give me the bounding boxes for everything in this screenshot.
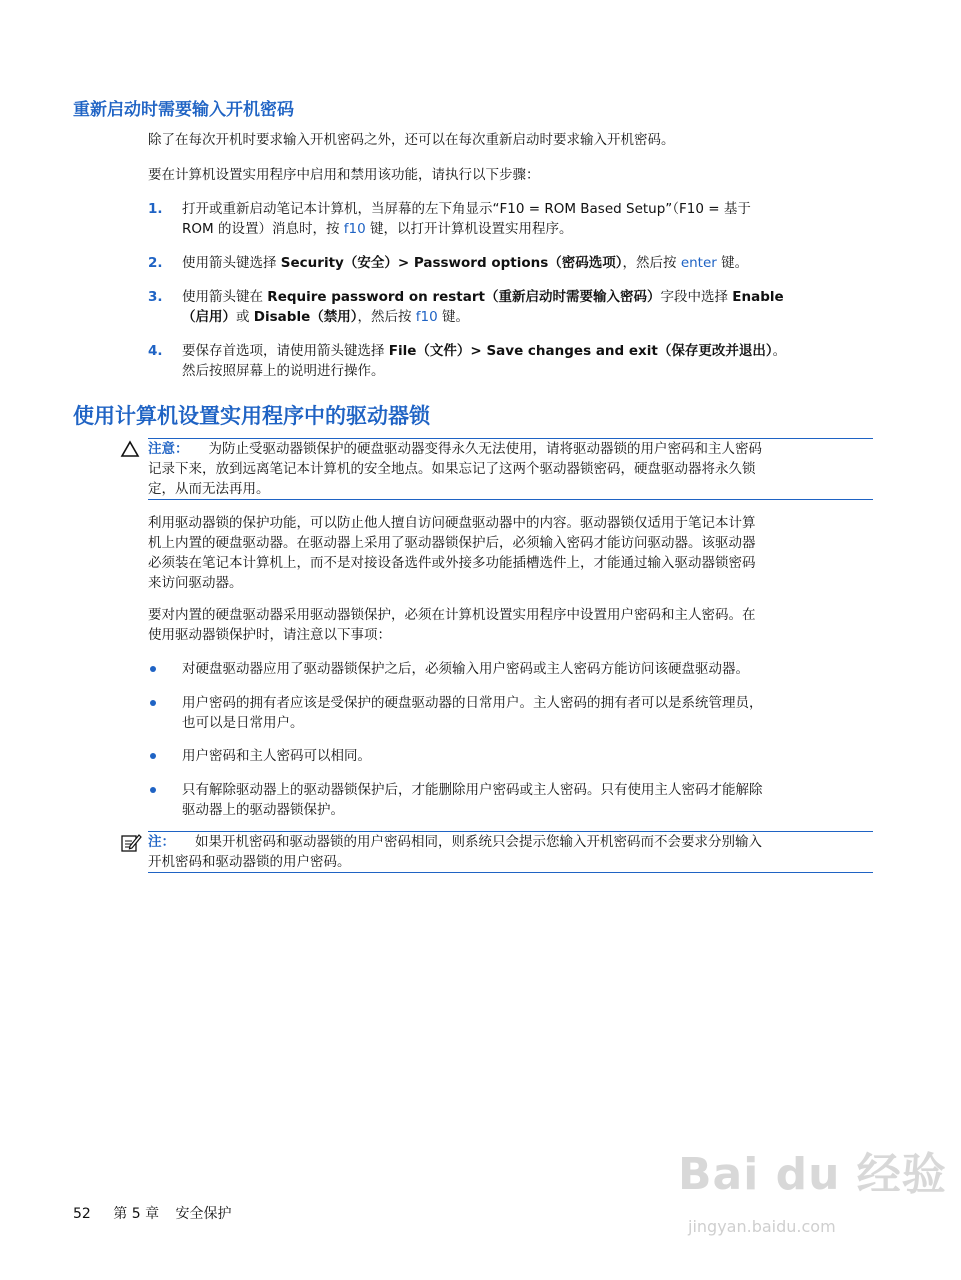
- warning-triangle-icon: [120, 440, 140, 462]
- step-4: 4. 要保存首选项，请使用箭头键选择 File（文件）> Save changes and exit（保存更改并退出）。 然后按照屏幕上的说明进行操作。: [148, 343, 787, 379]
- bullet-dot: [150, 753, 156, 759]
- caution-label: 注意：: [148, 441, 189, 457]
- bullet-item: 只有解除驱动器上的驱动器锁保护后，才能删除用户密码或主人密码。只有使用主人密码才能解除 驱动器上的驱动器锁保护。: [148, 780, 873, 820]
- drivelock-paragraph-1: 利用驱动器锁的保护功能，可以防止他人擅自访问硬盘驱动器中的内容。驱动器锁仅适用于笔记本计算 机上内置的硬盘驱动器。在驱动器上采用了驱动器锁保护后，必须输入密码才能访问驱动器。该驱动器 必须装在笔记本计算机上，而不是对接设备选件或外接多功能插槽选件上，才能通过输入驱动器锁密码 来访问驱动器。: [148, 515, 756, 591]
- note-label: 注：: [148, 834, 175, 850]
- drivelock-paragraph-2: 要对内置的硬盘驱动器采用驱动器锁保护，必须在计算机设置实用程序中设置用户密码和主人密码。在 使用驱动器锁保护时，请注意以下事项：: [148, 607, 756, 643]
- page-number: 52: [73, 1206, 91, 1222]
- intro-paragraph: 除了在每次开机时要求输入开机密码之外，还可以在每次重新启动时要求输入开机密码。: [148, 132, 675, 148]
- caution-box: 注意： 为防止受驱动器锁保护的硬盘驱动器变得永久无法使用，请将驱动器锁的用户密码和主人密码 记录下来，放到远离笔记本计算机的安全地点。如果忘记了这两个驱动器锁密码，硬盘驱动器将永久锁 定，从而无法再用。: [148, 438, 873, 500]
- step-3: 3. 使用箭头键在 Require password on restart（重新启动时需要输入密码）字段中选择 Enable （启用）或 Disable（禁用），然后按 f10 键。: [148, 289, 784, 325]
- key-f10: f10: [415, 309, 438, 325]
- step-number: 1.: [148, 201, 163, 217]
- steps-lead: 要在计算机设置实用程序中启用和禁用该功能，请执行以下步骤：: [148, 167, 540, 183]
- field-name: Require password on restart（重新启动时需要输入密码）: [267, 289, 661, 305]
- bullet-item: 对硬盘驱动器应用了驱动器锁保护之后，必须输入用户密码或主人密码方能访问该硬盘驱动器。: [148, 659, 873, 679]
- menu-path: Security（安全）> Password options（密码选项）: [280, 255, 623, 271]
- step-number: 4.: [148, 343, 163, 359]
- bullet-dot: [150, 787, 156, 793]
- note-pencil-icon: [120, 833, 142, 857]
- bullet-dot: [150, 700, 156, 706]
- key-f10: f10: [343, 221, 366, 237]
- section-heading-restart-password: 重新启动时需要输入开机密码: [73, 100, 294, 120]
- bullet-dot: [150, 666, 156, 672]
- bullet-item: 用户密码的拥有者应该是受保护的硬盘驱动器的日常用户。主人密码的拥有者可以是系统管理员， 也可以是日常用户。: [148, 693, 873, 733]
- chapter-label: 第 5 章: [113, 1206, 160, 1222]
- step-number: 2.: [148, 255, 163, 271]
- baidu-watermark-url: jingyan.baidu.com: [688, 1217, 836, 1236]
- step-2: 2. 使用箭头键选择 Security（安全）> Password options（密码选项），然后按 enter 键。: [148, 255, 749, 271]
- bullet-item: 用户密码和主人密码可以相同。: [148, 746, 873, 766]
- baidu-watermark-logo: Bai du 经验: [678, 1149, 947, 1200]
- note-box: 注： 如果开机密码和驱动器锁的用户密码相同，则系统只会提示您输入开机密码而不会要求分别输入 开机密码和驱动器锁的用户密码。: [148, 831, 873, 873]
- section-heading-drivelock: 使用计算机设置实用程序中的驱动器锁: [73, 404, 430, 428]
- chapter-title: 安全保护: [175, 1206, 232, 1222]
- menu-path: File（文件）> Save changes and exit（保存更改并退出）: [388, 343, 773, 359]
- step-text-line: 打开或重新启动笔记本计算机，当屏幕的左下角显示“F10 = ROM Based Setup”（F10 = 基于: [182, 201, 751, 217]
- page-footer: [73, 1203, 232, 1223]
- step-1: [148, 199, 873, 239]
- step-text-line: ROM 的设置）消息时，按 f10 键，以打开计算机设置实用程序。: [182, 221, 573, 237]
- key-enter: enter: [680, 255, 717, 271]
- step-number: 3.: [148, 289, 163, 305]
